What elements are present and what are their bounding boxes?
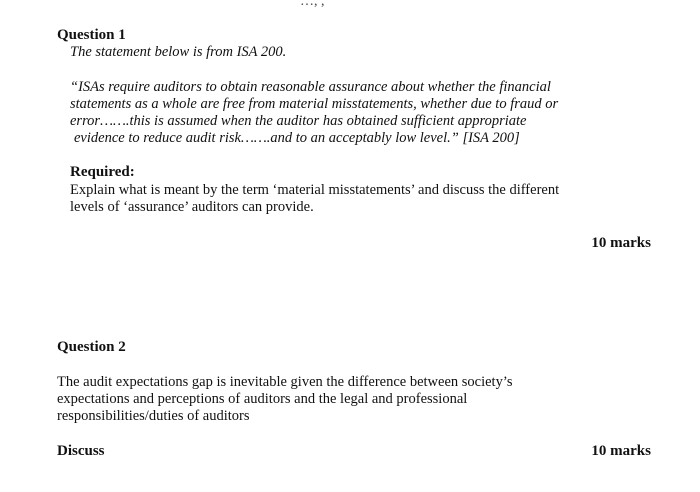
- question-1-intro: The statement below is from ISA 200.: [70, 44, 287, 60]
- quote-line: “ISAs require auditors to obtain reasonable assurance about whether the financial: [70, 79, 551, 95]
- question-2-task: Discuss: [57, 443, 105, 459]
- top-cropped-fragment: …, ,: [300, 0, 325, 9]
- question-1-heading: Question 1: [57, 27, 126, 43]
- question-2-text-line: expectations and perceptions of auditors and the legal and professional: [57, 391, 468, 407]
- required-text-line: Explain what is meant by the term ‘material misstatements’ and discuss the different: [70, 182, 560, 198]
- required-text-line: levels of ‘assurance’ auditors can provide.: [70, 199, 314, 215]
- question-2-heading: Question 2: [57, 339, 126, 355]
- question-1-marks: 10 marks: [591, 235, 651, 251]
- question-2-marks: 10 marks: [591, 443, 651, 459]
- question-2-text-line: The audit expectations gap is inevitable given the difference between society’s: [57, 374, 513, 390]
- quote-line: evidence to reduce audit risk…….and to an acceptably low level.” [ISA 200]: [74, 130, 520, 146]
- quote-line: statements as a whole are free from material misstatements, whether due to fraud or: [70, 96, 559, 112]
- question-2-text-line: responsibilities/duties of auditors: [57, 408, 250, 424]
- quote-line: error…….this is assumed when the auditor has obtained sufficient appropriate: [70, 113, 527, 129]
- required-label: Required:: [70, 164, 135, 180]
